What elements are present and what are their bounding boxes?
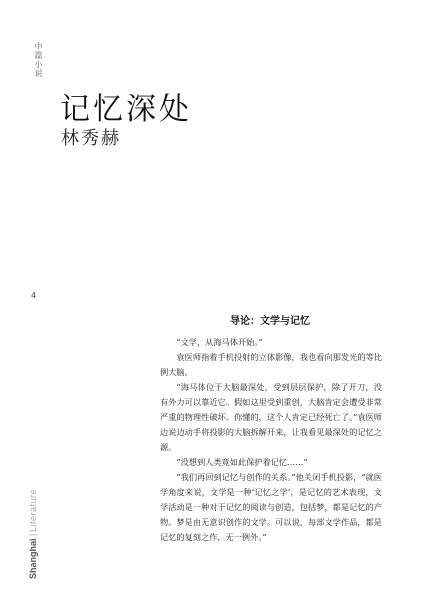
logo-part-2: Literature — [28, 489, 38, 533]
magazine-logo — [28, 489, 42, 579]
logo-part-1: Shanghai — [28, 538, 38, 579]
section-title: 导论：文学与记忆 — [230, 316, 310, 327]
body-text — [160, 335, 382, 545]
paragraph: “文学，从海马体开始。” — [176, 337, 263, 347]
logo-separator: | — [28, 534, 38, 537]
page-number: 4 — [31, 291, 37, 300]
paragraph: “没想到人类竟如此保护着记忆……” — [176, 457, 308, 467]
story-title: 记忆深处 — [60, 92, 192, 128]
column-label: 中篇小说 — [34, 42, 43, 78]
paragraph: “我们再回到记忆与创作的关系。”他关闭手机投影，“就医学角度来说，文学是一种‘记忆之学’，是记忆的艺术表现，文学活动是一种对于记忆的阅读与创造，包括梦，都是记忆的产物。梦是由无意识创作的文学。可以说，每部文学作品，都是记忆的复刻之作，无一例外。” — [160, 472, 382, 542]
paragraph: “海马体位于大脑最深处，受到层层保护，除了开刀，没有外力可以靠近它。假如这里受到重创，大脑肯定会遭受非常严重的物理性破坏。你懂的，这个人肯定已经死亡了。”袁医师边说边动手将投影的大脑拆解开来，让我看见最深处的记忆之源。 — [160, 382, 382, 452]
author-name: 林秀赫 — [61, 128, 121, 149]
paragraph: 袁医师指着手机投射的立体影像，我也看向那发光的等比例大脑。 — [160, 352, 382, 377]
